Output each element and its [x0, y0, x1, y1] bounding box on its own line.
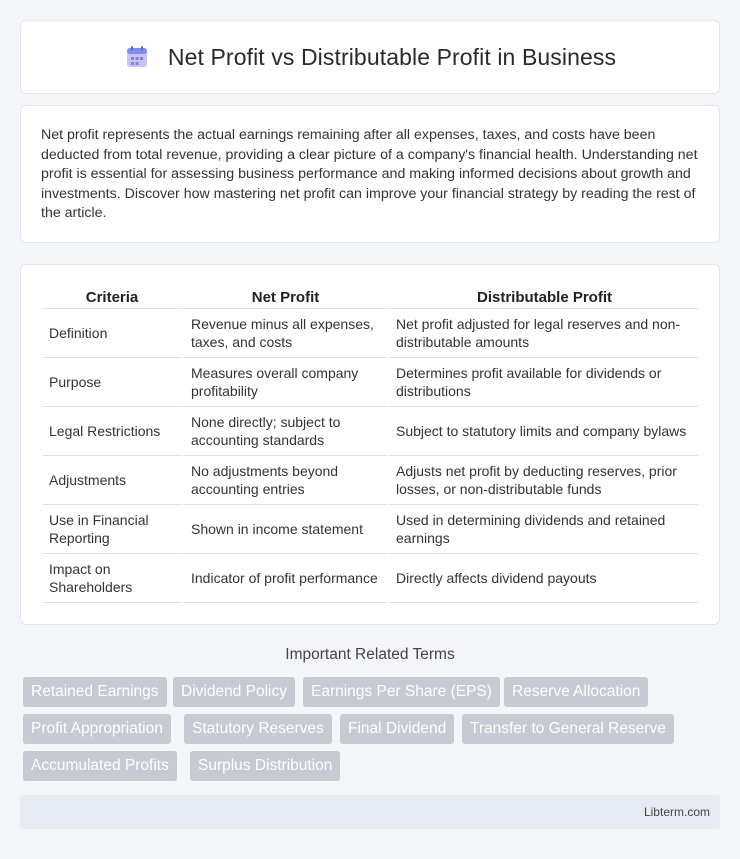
table-row	[43, 358, 699, 407]
header-distributable-profit: Distributable Profit	[386, 287, 699, 309]
table-row	[43, 554, 699, 603]
table-header-row	[43, 287, 699, 309]
row-distributable-profit: Net profit adjusted for legal reserves and non-distributable amounts	[386, 309, 699, 358]
row-net-profit: Revenue minus all expenses, taxes, and costs	[181, 309, 386, 358]
page-title: Net Profit vs Distributable Profit in Business	[167, 43, 617, 70]
row-distributable-profit: Used in determining dividends and retained earnings	[386, 505, 699, 554]
row-net-profit: None directly; subject to accounting standards	[181, 407, 386, 456]
tag-accumulated-profits[interactable]: Accumulated Profits	[23, 751, 177, 781]
intro-card	[20, 105, 720, 243]
footer	[20, 795, 720, 829]
row-criteria: Purpose	[43, 358, 181, 407]
row-distributable-profit: Directly affects dividend payouts	[386, 554, 699, 603]
document-calendar-icon	[124, 44, 150, 70]
row-criteria: Definition	[43, 309, 181, 358]
footer-brand[interactable]: Libterm.com	[643, 805, 710, 819]
tag-transfer-to-general-reserve[interactable]: Transfer to General Reserve	[462, 714, 674, 744]
table-row	[43, 456, 699, 505]
table-row	[43, 407, 699, 456]
tag-surplus-distribution[interactable]: Surplus Distribution	[190, 751, 340, 781]
tag-retained-earnings[interactable]: Retained Earnings	[23, 677, 167, 707]
row-distributable-profit: Determines profit available for dividends or distributions	[386, 358, 699, 407]
intro-text: Net profit represents the actual earnings remaining after all expenses, taxes, and costs have been deducted from total revenue, providing a clear picture of a company's financial health. Understanding net profit is essential for assessing business performance and making informed decisions about growth and investments. Discover how mastering net profit can improve your financial strategy by reading the rest of the article.	[41, 127, 698, 222]
header-net-profit: Net Profit	[181, 287, 386, 309]
row-distributable-profit: Subject to statutory limits and company bylaws	[386, 407, 699, 456]
tag-reserve-allocation[interactable]: Reserve Allocation	[504, 677, 648, 707]
row-net-profit: Shown in income statement	[181, 505, 386, 554]
table-row	[43, 505, 699, 554]
tag-dividend-policy[interactable]: Dividend Policy	[173, 677, 295, 707]
table-row	[43, 309, 699, 358]
comparison-table	[43, 287, 699, 603]
row-criteria: Adjustments	[43, 456, 181, 505]
tag-earnings-per-share[interactable]: Earnings Per Share (EPS)	[303, 677, 500, 707]
tag-profit-appropriation[interactable]: Profit Appropriation	[23, 714, 171, 744]
related-terms-heading: Important Related Terms	[285, 646, 455, 663]
comparison-card	[20, 264, 720, 625]
row-criteria: Use in Financial Reporting	[43, 505, 181, 554]
row-net-profit: Indicator of profit performance	[181, 554, 386, 603]
row-net-profit: No adjustments beyond accounting entries	[181, 456, 386, 505]
row-net-profit: Measures overall company profitability	[181, 358, 386, 407]
title-card	[20, 20, 720, 94]
row-distributable-profit: Adjusts net profit by deducting reserves, prior losses, or non-distributable funds	[386, 456, 699, 505]
tag-final-dividend[interactable]: Final Dividend	[340, 714, 454, 744]
row-criteria: Impact on Shareholders	[43, 554, 181, 603]
header-criteria: Criteria	[43, 287, 181, 309]
row-criteria: Legal Restrictions	[43, 407, 181, 456]
tag-statutory-reserves[interactable]: Statutory Reserves	[184, 714, 332, 744]
